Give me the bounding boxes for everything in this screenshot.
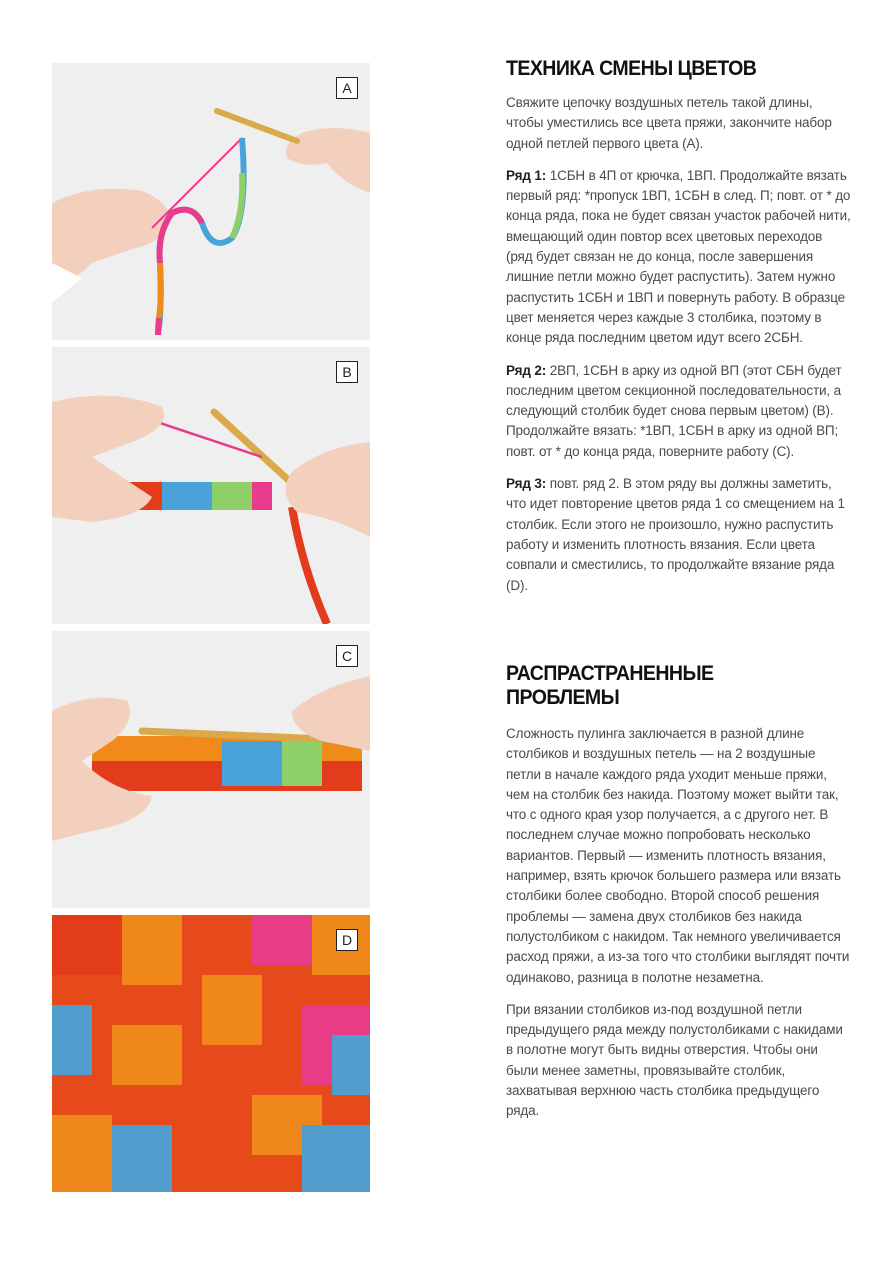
photo-b-illustration — [52, 347, 370, 624]
photo-c-label: C — [336, 645, 358, 667]
photo-d-illustration — [52, 915, 370, 1192]
problems-paragraph-2: При вязании столбиков из-под воздушной петли предыдущего ряда между полустолбиками с накидами в полотне могут быть видны отверстия. Чтобы они были менее заметны, провязывайте столбик, захватывая верхнюю часть столбика предыдущего ряда. — [506, 1001, 843, 1119]
photo-b-row-two — [52, 347, 370, 624]
row3-label: Ряд 3: — [506, 476, 547, 492]
row1-paragraph — [506, 166, 851, 349]
photo-c-turn-work — [52, 631, 370, 908]
section-color-change-title: ТЕХНИКА СМЕНЫ ЦВЕТОВ — [506, 57, 757, 80]
row2-text: 2ВП, 1СБН в арку из одной ВП (этот СБН будет последним цветом секционной последовательности, а следующий столбик будет снова первым цветом) (В). Продолжайте вязать: *1ВП, 1СБН в арку из одной ВП; повт. от * до конца ряда, поверните работу (С). — [506, 362, 842, 459]
row2-label: Ряд 2: — [506, 362, 547, 378]
row2-paragraph — [506, 361, 851, 462]
section-common-problems — [506, 662, 851, 1122]
photo-a-label: A — [336, 77, 358, 99]
row1-label: Ряд 1: — [506, 167, 547, 183]
section-color-change — [506, 57, 851, 596]
row3-paragraph — [506, 474, 851, 596]
intro-paragraph: Свяжите цепочку воздушных петель такой длины, чтобы уместились все цвета пряжи, закончите набор одной петлей первого цвета (А). — [506, 95, 832, 151]
photo-c-illustration — [52, 631, 370, 908]
section-common-problems-title: РАСПРАСТРАНЕННЫЕ ПРОБЛЕМЫ — [506, 662, 714, 709]
photo-a-illustration — [52, 63, 370, 340]
photo-a-chain-start — [52, 63, 370, 340]
photo-d-finished-pattern — [52, 915, 370, 1192]
row3-text: повт. ряд 2. В этом ряду вы должны заметить, что идет повторение цветов ряда 1 со смещением на 1 столбик. Если этого не произошло, нужно распустить работу и изменить плотность вязания. Если цвета совпали и сместились, то продолжайте вязание ряда (D). — [506, 476, 845, 593]
photo-d-label: D — [336, 929, 358, 951]
row1-text: 1СБН в 4П от крючка, 1ВП. Продолжайте вязать первый ряд: *пропуск 1ВП, 1СБН в след. П; повт. от * до конца ряда, пока не будет связан участок рабочей нити, вмещающий один повтор всех цветовых переходов (ряд будет связан не до конца, после завершения лишние петли можно будет распустить). Затем нужно распустить 1СБН и 1ВП и повернуть работу. В образце цвет меняется через каждые 3 столбика, поэтому в конце ряда последним цветом идут всего 2СБН. — [506, 167, 851, 346]
problems-paragraph-1: Сложность пулинга заключается в разной длине столбиков и воздушных петель — на 2 воздушные петли в начале каждого ряда уходит меньше пряжи, чем на столбик без накида. Поэтому может выйти так, что с одного края узор получается, а с другого нет. В последнем случае можно попробовать несколько вариантов. Первый — изменить плотность вязания, например, взять крючок большего размера или вязать столбики более свободно. Второй способ решения проблемы — замена двух столбиков без накида полустолбиком с накидом. Так немного увеличивается расход пряжи, а из-за того что столбики выглядят почти одинаково, разница в полотне незаметна. — [506, 726, 850, 985]
photo-b-label: B — [336, 361, 358, 383]
